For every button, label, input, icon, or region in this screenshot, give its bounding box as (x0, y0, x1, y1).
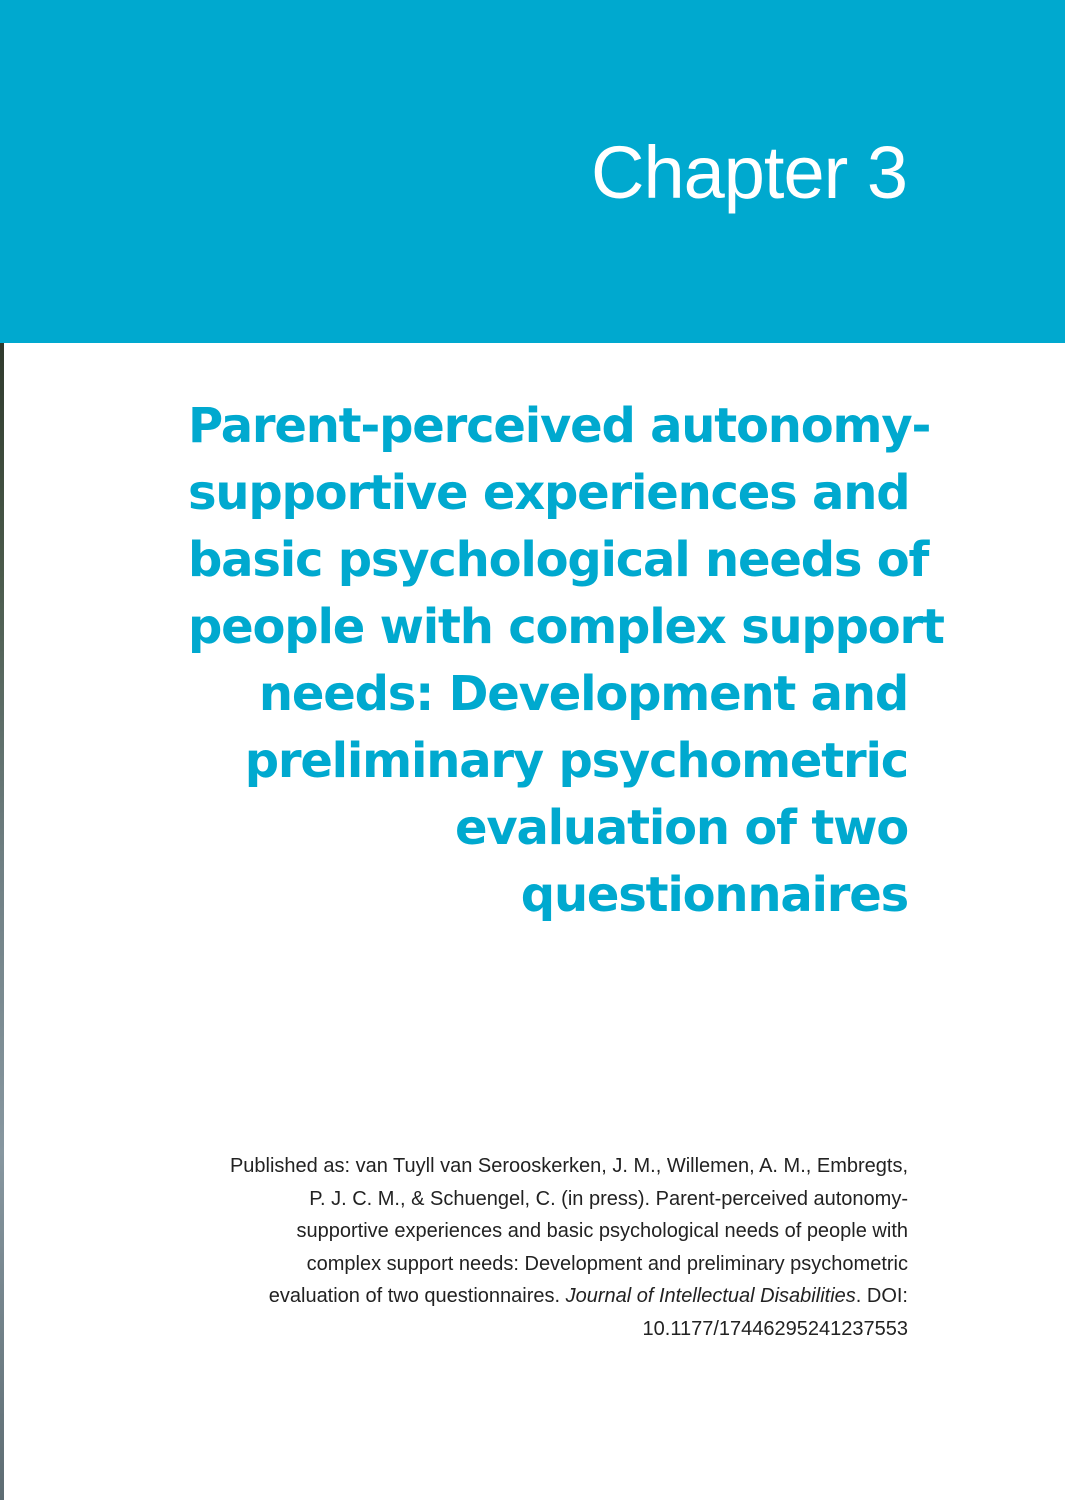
title-line: people with complex support (188, 599, 944, 655)
title-line: needs: Development and (258, 666, 908, 722)
journal-name: Journal of Intellectual Disabilities (565, 1285, 856, 1307)
citation-line: Published as: van Tuyll van Serooskerken, J. M., Willemen, A. M., Embregts, (229, 1155, 908, 1177)
citation-line: supportive experiences and basic psychological needs of people with (296, 1220, 908, 1242)
doi-value: 10.1177/17446295241237553 (642, 1317, 908, 1340)
title-line: preliminary psychometric (244, 733, 908, 789)
citation-doi-label: . DOI: (855, 1285, 908, 1307)
publication-citation (128, 1150, 908, 1345)
title-line: Parent-perceived autonomy- (188, 398, 931, 454)
chapter-label: Chapter 3 (591, 131, 907, 214)
citation-line: P. J. C. M., & Schuengel, C. (in press). Parent-perceived autonomy- (309, 1187, 908, 1210)
title-line: basic psychological needs of (188, 532, 929, 588)
chapter-title (188, 393, 944, 929)
title-line: questionnaires (520, 867, 908, 923)
title-line: supportive experiences and (188, 465, 910, 521)
chapter-header-band (0, 0, 1065, 343)
citation-prefix: evaluation of two questionnaires. (268, 1285, 566, 1307)
citation-line: complex support needs: Development and preliminary psychometric (306, 1252, 908, 1275)
citation-line-journal (128, 1280, 908, 1313)
page-edge-image-strip (0, 343, 4, 1500)
title-line: evaluation of two (455, 800, 908, 856)
